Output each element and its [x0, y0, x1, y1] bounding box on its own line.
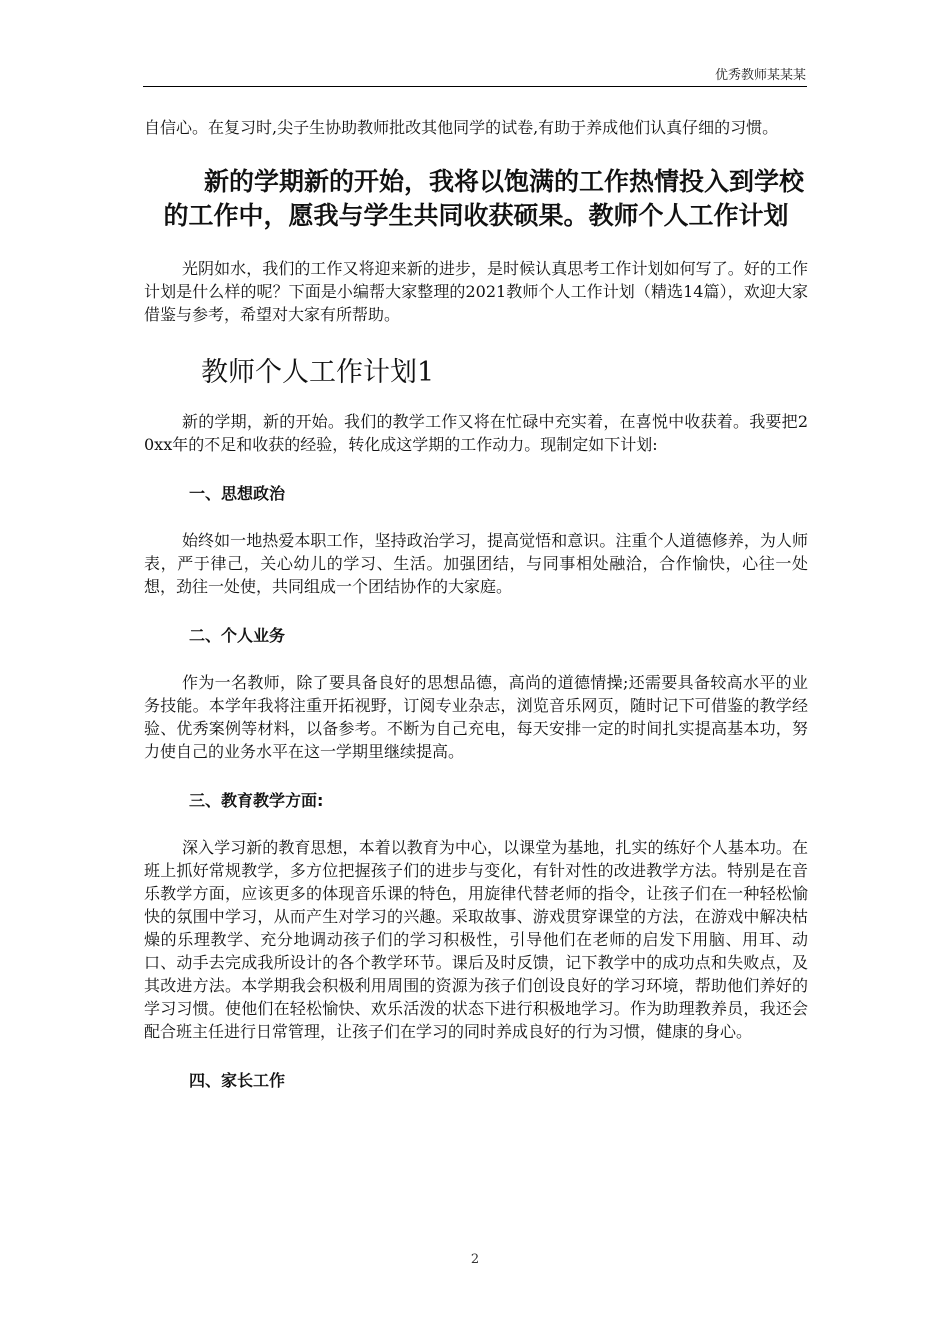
section-title: 教师个人工作计划1: [201, 357, 435, 388]
article-title-text: 新的学期新的开始，我将以饱满的工作热情投入到学校的工作中，愿我与学生共同收获硕果。教师个人工作计划: [163, 167, 804, 230]
paragraph-personal-work: 作为一名教师，除了要具备良好的思想品德，高尚的道德情操;还需要具备较高水平的业务技能。本学年我将注重开拓视野，订阅专业杂志，浏览音乐网页，随时记下可借鉴的教学经验、优秀案例等材料，以备参考。不断为自己充电，每天安排一定的时间扎实提高基本功，努力使自己的业务水平在这一学期里继续提高。: [144, 673, 808, 761]
paragraph-teaching: 深入学习新的教育思想，本着以教育为中心，以课堂为基地，扎实的练好个人基本功。在班上抓好常规教学，多方位把握孩子们的进步与变化，有针对性的改进教学方法。特别是在音乐教学方面，应该更多的体现音乐课的特色，用旋律代替老师的指令，让孩子们在一种轻松愉快的氛围中学习，从而产生对学习的兴趣。采取故事、游戏贯穿课堂的方法，在游戏中解决枯燥的乐理教学、充分地调动孩子们的学习积极性，引导他们在老师的启发下用脑、用耳、动口、动手去完成我所设计的各个教学环节。课后及时反馈，记下教学中的成功点和失败点，及其改进方法。本学期我会积极利用周围的资源为孩子们创设良好的学习环境，帮助他们养好的学习习惯。使他们在轻松愉快、欢乐活泼的状态下进行积极地学习。作为助理教养员，我还会配合班主任进行日常管理，让孩子们在学习的同时养成良好的行为习惯，健康的身心。: [144, 838, 808, 1041]
intro-paragraph: 光阴如水，我们的工作又将迎来新的进步，是时候认真思考工作计划如何写了。好的工作计划是什么样的呢？下面是小编帮大家整理的2021教师个人工作计划（精选14篇），欢迎大家借鉴与参考，希望对大家有所帮助。: [144, 259, 808, 324]
heading-parents: 四、家长工作: [189, 1071, 286, 1090]
header-author: 优秀教师某某某: [714, 68, 806, 83]
section-intro-paragraph: 新的学期，新的开始。我们的教学工作又将在忙碌中充实着，在喜悦中收获着。我要把20xx年的不足和收获的经验，转化成这学期的工作动力。现制定如下计划:: [144, 412, 808, 454]
heading-personal-work: 二、个人业务: [189, 626, 286, 645]
carry-over-paragraph: 自信心。在复习时,尖子生协助教师批改其他同学的试卷,有助于养成他们认真仔细的习惯。: [144, 118, 779, 137]
page-number: 2: [470, 1252, 480, 1267]
paragraph-politics: 始终如一地热爱本职工作，坚持政治学习，提高觉悟和意识。注重个人道德修养，为人师表，严于律己，关心幼儿的学习、生活。加强团结，与同事相处融洽，合作愉快，心往一处想，劲往一处使，共同组成一个团结协作的大家庭。: [144, 531, 808, 596]
document-body: [144, 116, 808, 1116]
article-title: [144, 165, 808, 233]
heading-politics: 一、思想政治: [189, 484, 286, 503]
header-rule: [143, 86, 807, 87]
heading-teaching: 三、教育教学方面:: [189, 791, 324, 810]
